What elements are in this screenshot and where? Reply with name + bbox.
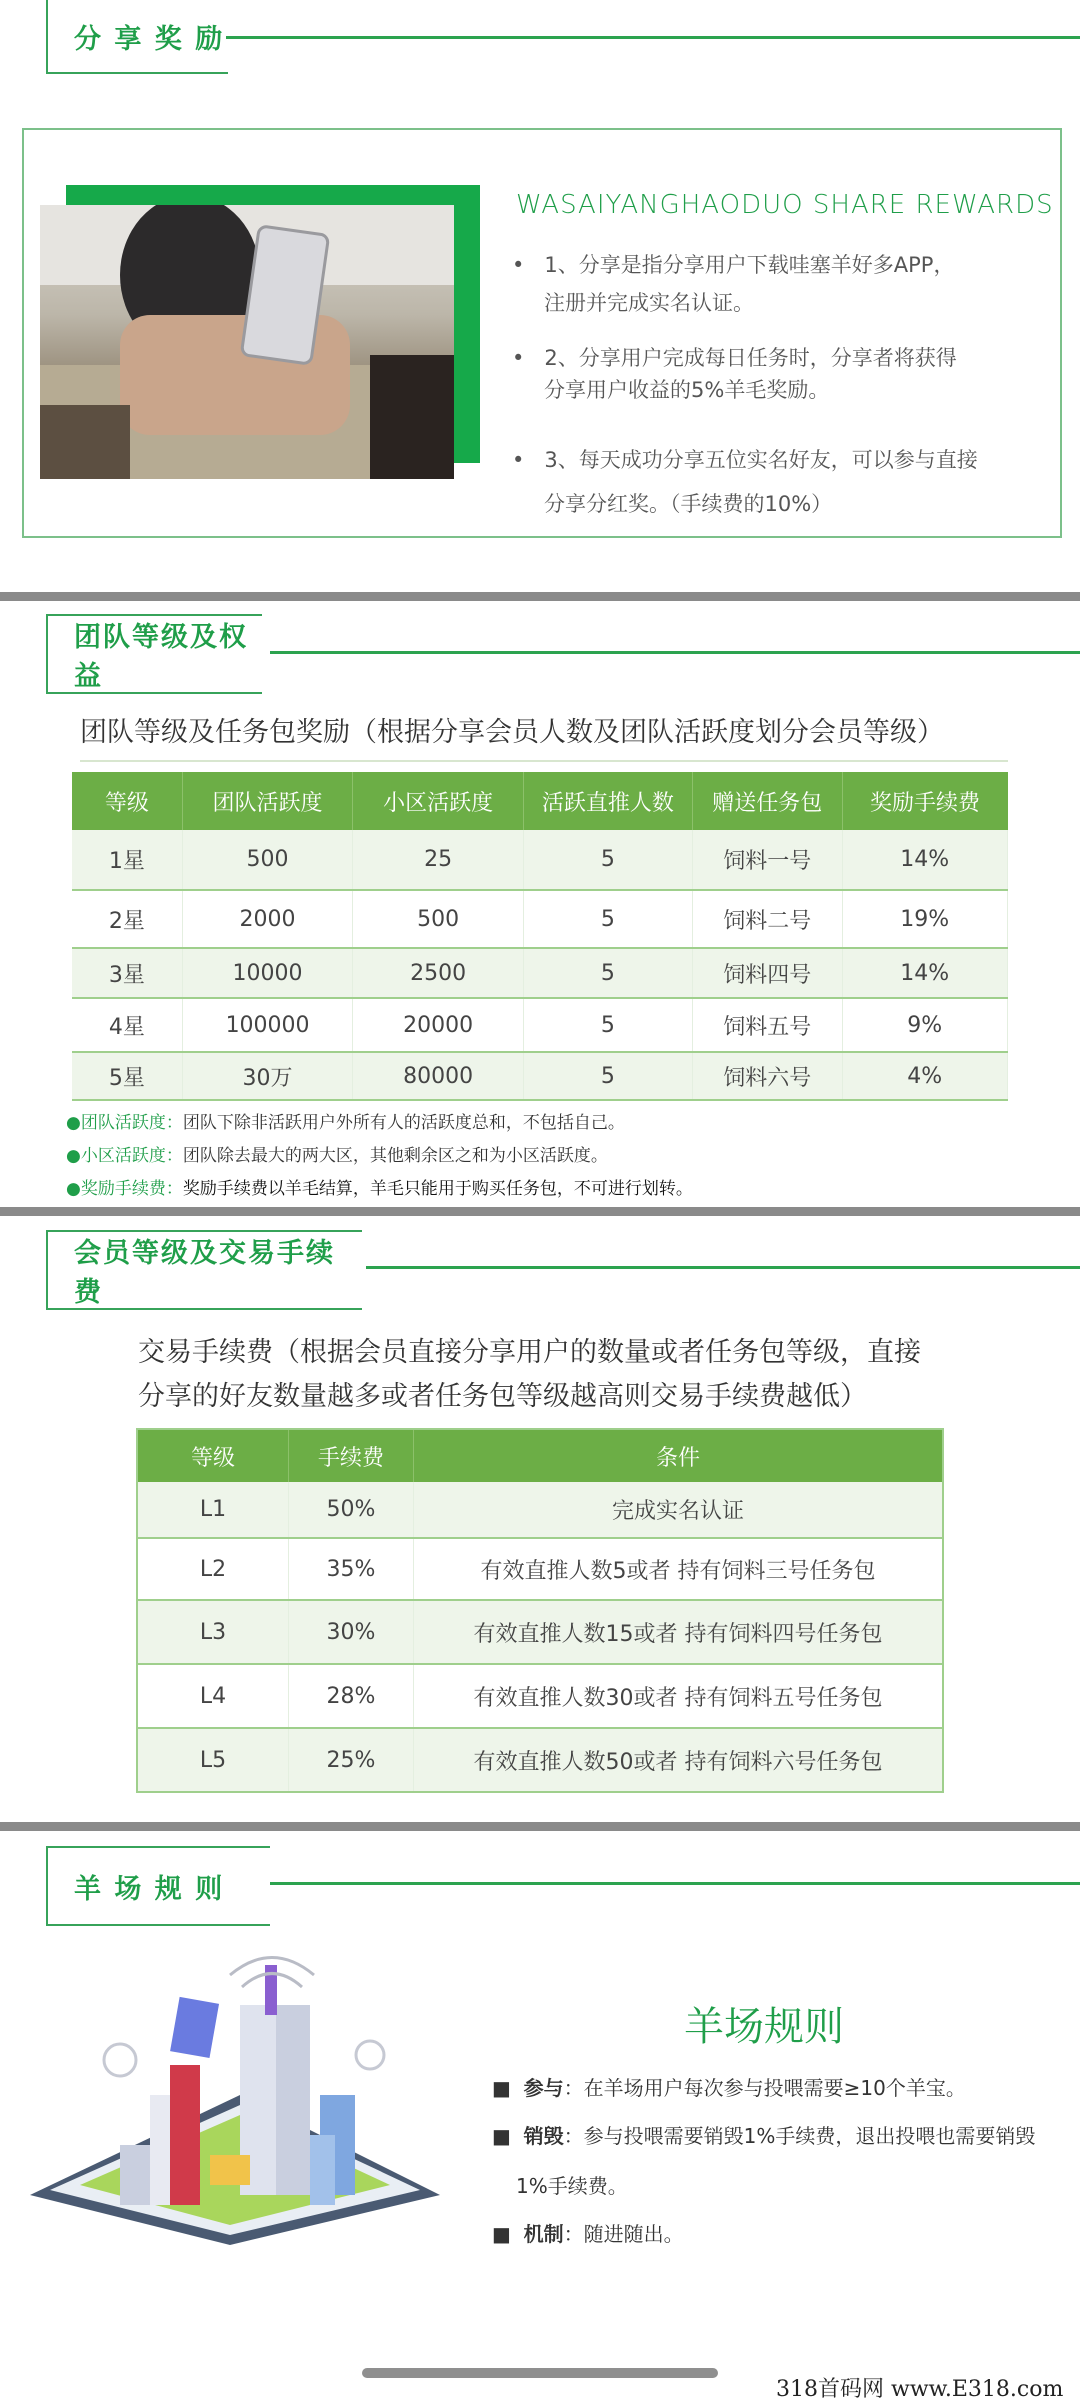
table-cell: 5 [523, 1052, 692, 1100]
watermark: 318首码网 www.E318.com [776, 2377, 1064, 2402]
share-item-1b: 注册并完成实名认证。 [544, 291, 754, 315]
table-row [72, 948, 1008, 998]
table-cell: L1 [137, 1482, 289, 1538]
team-note-1: ●团队活跃度：团队下除非活跃用户外所有人的活跃度总和，不包括自己。 [66, 1113, 625, 1133]
note-text: 奖励手续费以羊毛结算，羊毛只能用于购买任务包，不可进行划转。 [182, 1179, 693, 1199]
member-header-cell: 等级 [137, 1429, 289, 1482]
table-cell: 饲料二号 [692, 890, 842, 948]
farm-rule-3: ■ 机制：随进随出。 [492, 2222, 684, 2246]
farm-rule-2: ■ 销毁：参与投喂需要销毁1%手续费，退出投喂也需要销毁 [492, 2124, 1036, 2148]
share-item-2a: 2、分享用户完成每日任务时，分享者将获得 [544, 346, 957, 370]
table-cell: 完成实名认证 [414, 1482, 944, 1538]
table-cell: 有效直推人数30或者 持有饲料五号任务包 [414, 1664, 944, 1728]
table-row [137, 1538, 943, 1600]
table-cell: 5 [523, 948, 692, 998]
member-header-cell: 条件 [414, 1429, 944, 1482]
rule-text: ：随进随出。 [563, 2222, 684, 2246]
smart-city-illustration [10, 1945, 450, 2245]
table-cell: 饲料五号 [692, 998, 842, 1052]
table-cell: 30% [289, 1600, 414, 1664]
member-title-line [366, 1266, 1080, 1269]
table-cell: 3星 [72, 948, 182, 998]
table-cell: 80000 [353, 1052, 523, 1100]
team-table [72, 772, 1008, 1101]
team-header-cell: 奖励手续费 [842, 772, 1007, 830]
rule-key: 参与 [523, 2076, 564, 2100]
farm-title-text: 羊 场 规 则 [74, 1873, 225, 1905]
section-divider-2 [0, 1207, 1080, 1216]
table-cell: 有效直推人数15或者 持有饲料四号任务包 [414, 1600, 944, 1664]
share-bullet-1: • 1、分享是指分享用户下载哇塞羊好多APP， 注册并完成实名认证。 [512, 246, 954, 322]
table-cell: 35% [289, 1538, 414, 1600]
note-key: 小区活跃度： [80, 1146, 183, 1166]
team-section-title [46, 614, 262, 694]
team-note-3: ●奖励手续费：奖励手续费以羊毛结算，羊毛只能用于购买任务包，不可进行划转。 [66, 1179, 693, 1199]
table-cell: 100000 [182, 998, 353, 1052]
table-cell: 500 [182, 830, 353, 890]
section-divider-3 [0, 1822, 1080, 1831]
table-cell: 4% [842, 1052, 1007, 1100]
phone-photo [40, 205, 454, 479]
share-title-line [226, 36, 1080, 39]
table-cell: 有效直推人数5或者 持有饲料三号任务包 [414, 1538, 944, 1600]
team-subtitle: 团队等级及任务包奖励（根据分享会员人数及团队活跃度划分会员等级） [80, 717, 944, 748]
member-subtitle-1: 交易手续费（根据会员直接分享用户的数量或者任务包等级，直接 [138, 1337, 921, 1368]
table-cell: 2000 [182, 890, 353, 948]
share-bullet-3: • 3、每天成功分享五位实名好友，可以参与直接 分享分红奖。（手续费的10%） [512, 438, 978, 526]
member-section-title [46, 1230, 362, 1310]
farm-heading: 羊场规则 [684, 2004, 844, 2050]
team-header-cell: 等级 [72, 772, 182, 830]
team-header-cell: 活跃直推人数 [523, 772, 692, 830]
table-cell: 5 [523, 830, 692, 890]
table-row [137, 1482, 943, 1538]
table-cell: 50% [289, 1482, 414, 1538]
table-cell: 28% [289, 1664, 414, 1728]
share-item-3a: 3、每天成功分享五位实名好友，可以参与直接 [544, 448, 978, 472]
member-header-cell: 手续费 [289, 1429, 414, 1482]
farm-title-line [270, 1882, 1080, 1885]
table-cell: 25 [353, 830, 523, 890]
share-item-2b: 分享用户收益的5%羊毛奖励。 [544, 378, 830, 402]
team-note-2: ●小区活跃度：团队除去最大的两大区，其他剩余区之和为小区活跃度。 [66, 1146, 608, 1166]
table-cell: 25% [289, 1728, 414, 1792]
share-item-3b: 分享分红奖。（手续费的10%） [544, 492, 833, 516]
note-text: 团队下除非活跃用户外所有人的活跃度总和，不包括自己。 [182, 1113, 625, 1133]
table-cell: 5星 [72, 1052, 182, 1100]
table-cell: 饲料一号 [692, 830, 842, 890]
table-cell: L3 [137, 1600, 289, 1664]
share-title-text: 分 享 奖 励 [74, 23, 225, 55]
home-indicator[interactable] [362, 2368, 718, 2378]
table-row [137, 1664, 943, 1728]
rule-key: 销毁 [523, 2124, 564, 2148]
table-cell: 10000 [182, 948, 353, 998]
table-cell: 30万 [182, 1052, 353, 1100]
table-cell: 5 [523, 998, 692, 1052]
section-divider-1 [0, 592, 1080, 601]
table-cell: 500 [353, 890, 523, 948]
table-row [72, 998, 1008, 1052]
table-cell: 1星 [72, 830, 182, 890]
team-header-cell: 小区活跃度 [353, 772, 523, 830]
farm-section-title [46, 1846, 270, 1926]
team-header-cell: 团队活跃度 [182, 772, 353, 830]
table-row [137, 1728, 943, 1792]
table-cell: L4 [137, 1664, 289, 1728]
table-row [72, 890, 1008, 948]
team-title-text: 团队等级及权益 [74, 622, 248, 692]
table-cell: 4星 [72, 998, 182, 1052]
team-subtitle-underline [80, 760, 1008, 762]
note-key: 奖励手续费： [80, 1179, 183, 1199]
member-title-text: 会员等级及交易手续费 [74, 1238, 335, 1308]
table-cell: 2星 [72, 890, 182, 948]
member-subtitle-2: 分享的好友数量越多或者任务包等级越高则交易手续费越低） [138, 1381, 867, 1412]
rule-text: ：参与投喂需要销毁1%手续费，退出投喂也需要销毁 [563, 2124, 1036, 2148]
table-cell: 9% [842, 998, 1007, 1052]
table-cell: 饲料六号 [692, 1052, 842, 1100]
table-cell: 14% [842, 830, 1007, 890]
team-table-header [72, 772, 1008, 830]
note-key: 团队活跃度： [80, 1113, 183, 1133]
table-row [137, 1600, 943, 1664]
team-header-cell: 赠送任务包 [692, 772, 842, 830]
rule-text: ：在羊场用户每次参与投喂需要≥10个羊宝。 [563, 2076, 966, 2100]
rule-key: 机制 [523, 2222, 564, 2246]
table-cell: 19% [842, 890, 1007, 948]
share-bullet-2: • 2、分享用户完成每日任务时，分享者将获得 分享用户收益的5%羊毛奖励。 [512, 342, 957, 406]
rule-text: 1%手续费。 [516, 2174, 628, 2198]
farm-rule-1: ■ 参与：在羊场用户每次参与投喂需要≥10个羊宝。 [492, 2076, 966, 2100]
member-table [136, 1428, 944, 1793]
share-section-title [46, 0, 228, 74]
table-cell: 饲料四号 [692, 948, 842, 998]
share-english-heading: WASAIYANGHAODUO SHARE REWARDS [516, 190, 1054, 220]
table-cell: 14% [842, 948, 1007, 998]
table-cell: 20000 [353, 998, 523, 1052]
table-cell: 5 [523, 890, 692, 948]
table-row [72, 830, 1008, 890]
note-text: 团队除去最大的两大区，其他剩余区之和为小区活跃度。 [182, 1146, 608, 1166]
table-cell: 有效直推人数50或者 持有饲料六号任务包 [414, 1728, 944, 1792]
table-cell: 2500 [353, 948, 523, 998]
farm-rule-2-cont [516, 2170, 628, 2199]
share-item-1a: 1、分享是指分享用户下载哇塞羊好多APP， [544, 253, 955, 277]
table-cell: L5 [137, 1728, 289, 1792]
table-row [72, 1052, 1008, 1100]
team-title-line [270, 651, 1080, 654]
member-table-header [137, 1429, 943, 1482]
table-cell: L2 [137, 1538, 289, 1600]
